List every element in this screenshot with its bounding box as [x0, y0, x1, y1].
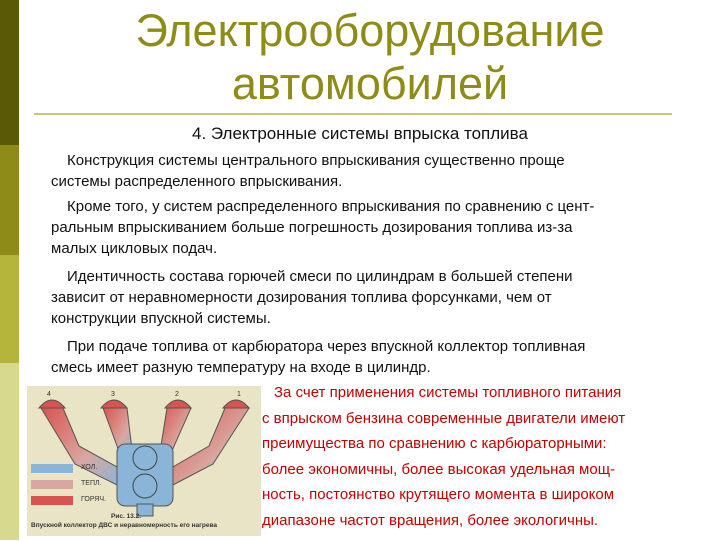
- paragraph-line: Конструкция системы центрального впрыскивания существенно проще: [67, 152, 565, 169]
- legend-label-warm: ТЕПЛ.: [81, 480, 102, 487]
- cylinder-label: 4: [47, 391, 51, 398]
- legend-label-hot: ГОРЯЧ.: [81, 496, 107, 503]
- paragraph-3: [51, 266, 691, 329]
- highlight-text: [262, 380, 712, 533]
- highlight-line: преимущества по сравнению с карбюраторными:: [262, 435, 607, 452]
- cylinder-label: 1: [237, 391, 241, 398]
- accent-bar-olive: [0, 145, 19, 255]
- paragraph-line: системы распределенного впрыскивания.: [51, 173, 343, 190]
- cylinder-label: 2: [175, 391, 179, 398]
- paragraph-4: [51, 336, 691, 378]
- highlight-line: За счет применения системы топливного питания: [274, 384, 622, 401]
- paragraph-2: [51, 196, 691, 259]
- highlight-line: с впрыском бензина современные двигатели имеют: [262, 409, 626, 427]
- accent-bar-dark: [0, 0, 19, 145]
- accent-bar-pale: [0, 363, 19, 540]
- paragraph-line: Идентичность состава горючей смеси по цилиндрам в большей степени: [67, 268, 573, 285]
- paragraph-1: [51, 150, 691, 192]
- paragraph-line: ральным впрыскиванием больше погрешность дозирования топлива из-за: [51, 219, 573, 236]
- legend-swatch-warm: [31, 480, 73, 489]
- section-subtitle: 4. Электронные системы впрыска топлива: [192, 124, 528, 143]
- slide-title-line1: Электрооборудование: [135, 5, 605, 56]
- legend-swatch-cold: [31, 464, 73, 473]
- intake-manifold-figure: [27, 386, 261, 536]
- highlight-line: ность, постоянство крутящего момента в широком: [262, 486, 615, 503]
- legend-label-cold: ХОЛ.: [81, 464, 98, 471]
- paragraph-line: малых цикловых подач.: [51, 240, 218, 257]
- legend-swatch-hot: [31, 496, 73, 505]
- highlight-line: более экономичны, более высокая удельная мощ-: [262, 460, 616, 478]
- paragraph-line: зависит от неравномерности дозирования топлива форсунками, чем от: [51, 289, 552, 306]
- title-divider: [34, 113, 672, 115]
- figure-number: Рис. 13.2.: [111, 513, 142, 520]
- accent-bar-light: [0, 255, 19, 363]
- paragraph-line: конструкции впускной системы.: [51, 310, 271, 327]
- figure-caption: Впускной коллектор ДВС и неравномерность его нагрева: [31, 522, 217, 529]
- slide-title-line2: автомобилей: [231, 58, 509, 109]
- slide-title: [70, 4, 670, 110]
- intake-manifold-diagram: [27, 386, 261, 536]
- paragraph-line: смесь имеет разную температуру на входе в цилиндр.: [51, 359, 431, 376]
- paragraph-line: Кроме того, у систем распределенного впрыскивания по сравнению с цент-: [67, 198, 595, 215]
- highlight-line: диапазоне частот вращения, более экологичны.: [262, 511, 599, 529]
- paragraph-line: При подаче топлива от карбюратора через впускной коллектор топливная: [67, 338, 586, 355]
- cylinder-label: 3: [111, 391, 115, 398]
